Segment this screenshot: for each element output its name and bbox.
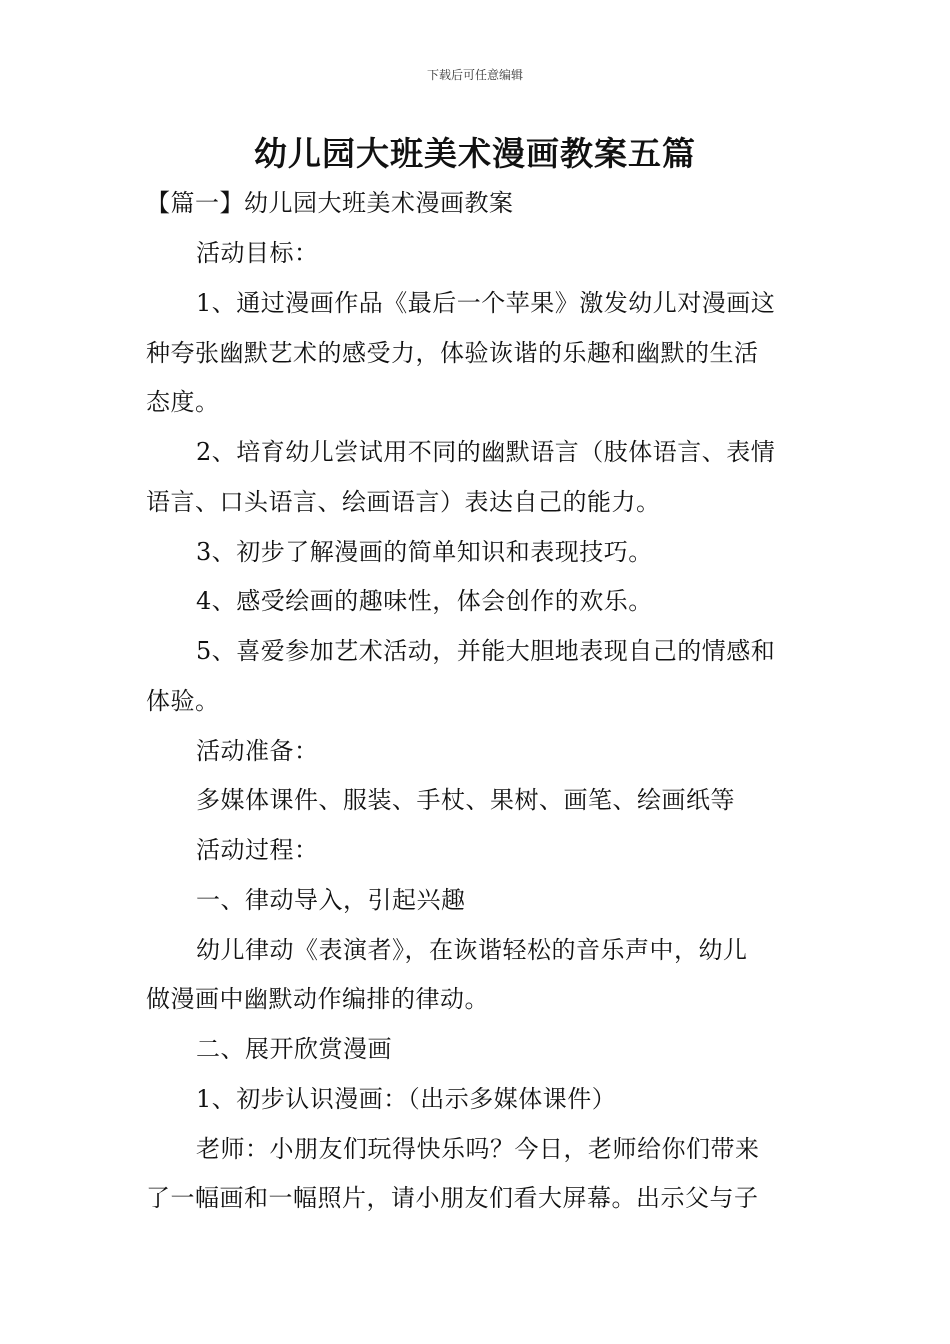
paragraph-line: 2、培育幼儿尝试用不同的幽默语言（肢体语言、表情 (196, 438, 776, 466)
paragraph-line: 做漫画中幽默动作编排的律动。 (146, 985, 489, 1013)
paragraph-line: 活动准备： (196, 737, 319, 765)
paragraph-line: 3、初步了解漫画的简单知识和表现技巧。 (196, 538, 653, 566)
paragraph-line: 活动过程： (196, 836, 319, 864)
paragraph-line: 一、律动导入，引起兴趣 (196, 886, 466, 914)
paragraph-line: 态度。 (146, 388, 220, 416)
paragraph-line: 体验。 (146, 687, 220, 715)
paragraph-line: 种夸张幽默艺术的感受力，体验诙谐的乐趣和幽默的生活 (146, 339, 759, 367)
paragraph-line: 二、展开欣赏漫画 (196, 1035, 392, 1063)
document-title: 幼儿园大班美术漫画教案五篇 (254, 134, 696, 173)
paragraph-line: 了一幅画和一幅照片，请小朋友们看大屏幕。出示父与子 (146, 1184, 759, 1212)
paragraph-line: 幼儿律动《表演者》，在诙谐轻松的音乐声中，幼儿 (196, 936, 748, 964)
paragraph-line: 1、通过漫画作品《最后一个苹果》激发幼儿对漫画这 (196, 289, 776, 317)
paragraph-line: 1、初步认识漫画：（出示多媒体课件） (196, 1085, 617, 1113)
paragraph-line: 老师：小朋友们玩得快乐吗？今日，老师给你们带来 (196, 1135, 760, 1163)
paragraph-line: 5、喜爱参加艺术活动，并能大胆地表现自己的情感和 (196, 637, 776, 665)
paragraph-line: 4、感受绘画的趣味性，体会创作的欢乐。 (196, 587, 653, 615)
paragraph-line: 语言、口头语言、绘画语言）表达自己的能力。 (146, 488, 661, 516)
header-note: 下载后可任意编辑 (426, 68, 523, 82)
paragraph-line: 多媒体课件、服装、手杖、果树、画笔、绘画纸等 (196, 786, 735, 814)
paragraph-line: 活动目标： (196, 239, 319, 267)
section-heading: 【篇一】幼儿园大班美术漫画教案 (146, 189, 514, 217)
